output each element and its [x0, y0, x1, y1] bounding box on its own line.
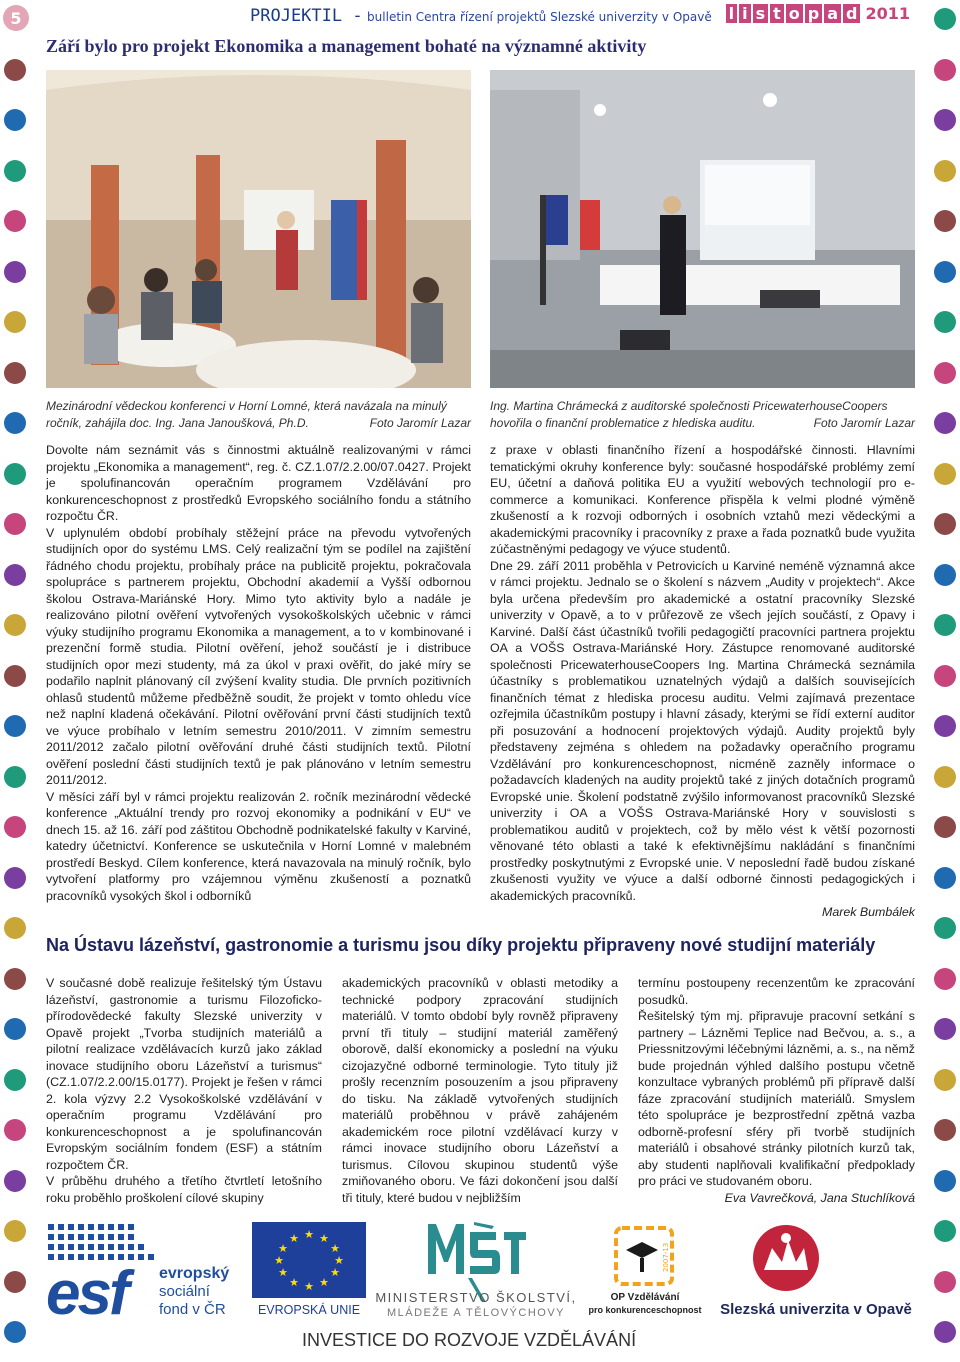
decorative-dot	[4, 917, 26, 939]
svg-text:★: ★	[304, 1280, 314, 1293]
photo2-caption	[490, 398, 915, 432]
month-letter: t	[770, 4, 784, 23]
svg-text:★: ★	[319, 1276, 329, 1289]
svg-text:★: ★	[274, 1254, 284, 1267]
decorative-dot	[4, 362, 26, 384]
decorative-dot	[934, 362, 956, 384]
svg-text:★: ★	[334, 1254, 344, 1267]
msmt-line1: MINISTERSTVO ŠKOLSTVÍ,	[376, 1290, 576, 1305]
decorative-dot	[934, 463, 956, 485]
svg-text:★: ★	[330, 1242, 340, 1255]
decorative-dot	[934, 311, 956, 333]
photo2-caption-text: Ing. Martina Chrámecká z auditorské společnosti PricewaterhouseCoopers hovořila o finanční problematice z hlediska auditu.	[490, 399, 888, 430]
article1-author: Marek Bumbálek	[822, 905, 915, 919]
photo-conference	[46, 70, 471, 388]
paragraph: V uplynulém období probíhaly stěžejní práce na převodu vytvořených studijních opor do systému LMS. Celý realizační tým se podílel na zajištění řádného chodu projektu, probíhaly práce na publicitě projektu, pokračovala spolupráce s partnerem projektu, Obchodní akademií a Vyšší odbornou školou Ostrava-Mariánské Hory. Mimo tyto aktivity bylo a nadále je realizováno pilotní ověření vytvořených vysokoškolských učebnic v rámci výuky studijního programu Ekonomika a management, a to v kombinované i prezenční formě studia. Pilotní ověření, jehož součástí je i distribuce studijních opor mezi studenty, má za úkol v praxi ověřit, do jaké míry se podařilo naplnit plánovaný cíl zvýšení kvality studia. Dle prvních pozitivních ohlasů studentů můžeme předběžně soudit, že projekt v tomto ohledu více než naplní kladená očekávání. Pilotní ověřování první části studijních textů ve výuce probíhalo v letním semestru 2010/2011. V zimním semestru 2011/2012 začalo pilotní ověřování druhé části studijních textů. Pilotní ověření poslední části studijních textů je pak plánováno v letním semestru 2011/2012.	[46, 525, 471, 787]
paragraph: V měsíci září byl v rámci projektu realizován 2. ročník mezinárodní vědecké konference „Aktuální trendy pro rozvoj ekonomiky a podnikání v EU“ ve dnech 15. až 16. září pod záštitou Obchodně podnikatelské fakulty v Karviné, katedry účetnictví. Konference se uskutečnila v Horní Lomné v malebném prostředí Beskyd. Cílem konference, která navazovala na minulý ročník, bylo vytvoření platformy pro vzájemnou výměnu zkušeností a poznatků pracovníků vysokých škol i odborníků	[46, 789, 471, 903]
op-vk-logo	[580, 1222, 710, 1318]
decorative-dot	[4, 867, 26, 889]
brand-name: PROJEKTIL -	[250, 6, 363, 26]
decorative-dot	[4, 109, 26, 131]
op-line1: OP Vzdělávání	[610, 1292, 680, 1303]
month-letter: l	[726, 4, 737, 23]
decorative-dot	[4, 59, 26, 81]
paragraph: V průběhu druhého a třetího čtvrtletí letošního roku proběhlo proškolení cílové skupiny	[46, 1174, 322, 1205]
left-dot-column	[0, 0, 30, 1362]
silesian-university-logo	[716, 1218, 916, 1318]
esf-text-2: sociální	[159, 1283, 210, 1300]
bulletin-name: bulletin Centra řízení projektů Slezské univerzity v Opavě	[367, 10, 712, 24]
decorative-dot	[934, 412, 956, 434]
op-line2: pro konkurenceschopnost	[588, 1305, 702, 1315]
decorative-dot	[934, 59, 956, 81]
decorative-dot	[934, 564, 956, 586]
decorative-dot	[4, 665, 26, 687]
decorative-dot	[934, 261, 956, 283]
decorative-dot	[4, 1069, 26, 1091]
decorative-dot	[934, 614, 956, 636]
article1-column1	[46, 442, 471, 904]
month-letter: o	[786, 4, 803, 23]
decorative-dot	[4, 463, 26, 485]
msmt-logo	[376, 1222, 576, 1318]
svg-text:★: ★	[304, 1228, 314, 1241]
svg-text:★: ★	[330, 1266, 340, 1279]
article2-authors: Eva Vavrečková, Jana Stuchlíková	[724, 1190, 915, 1205]
svg-text:★: ★	[289, 1276, 299, 1289]
month-letter: p	[805, 4, 822, 23]
eu-label: EVROPSKÁ UNIE	[257, 1303, 361, 1317]
decorative-dot	[934, 968, 956, 990]
decorative-dot	[934, 665, 956, 687]
decorative-dot	[4, 1220, 26, 1242]
esf-text-3: fond v ČR	[159, 1301, 226, 1318]
decorative-dot	[4, 261, 26, 283]
decorative-dot	[4, 210, 26, 232]
article1-column2	[490, 442, 915, 921]
decorative-dot	[4, 564, 26, 586]
month-letter: a	[824, 4, 841, 23]
decorative-dot	[4, 1271, 26, 1293]
esf-text-1: evropský	[159, 1265, 230, 1282]
decorative-dot	[934, 1271, 956, 1293]
article2-title: Na Ústavu lázeňství, gastronomie a turismu jsou díky projektu připraveny nové studijní materiály	[46, 935, 876, 955]
article1-title: Září bylo pro projekt Ekonomika a management bohaté na významné aktivity	[46, 36, 647, 56]
decorative-dot	[934, 917, 956, 939]
decorative-dot	[4, 412, 26, 434]
op-years: 2007-13	[662, 1242, 670, 1272]
svg-text:★: ★	[289, 1232, 299, 1245]
decorative-dot	[934, 210, 956, 232]
decorative-dot	[4, 1170, 26, 1192]
article2-column3	[638, 975, 915, 1206]
decorative-dot	[934, 867, 956, 889]
month-letter: i	[739, 4, 750, 23]
article2-column2	[342, 975, 618, 1206]
month-label	[725, 4, 862, 23]
decorative-dot	[4, 816, 26, 838]
decorative-dot	[934, 513, 956, 535]
month-letter: s	[753, 4, 769, 23]
svg-text:★: ★	[278, 1242, 288, 1255]
decorative-dot	[4, 1321, 26, 1343]
paragraph: Řešitelský tým mj. připravuje pracovní setkání s partnery – Lázněmi Teplice nad Bečvou, a. s., a Priessnitzovými léčebnými lázněmi, a. s., na němž bude projednán výhled dalšího postupu včetně konzultace vybraných problémů při přípravě další fáze zpracování studijních materiálů. Smyslem této spolupráce je bezprostřední zpětná vazba odborně-profesní sféry při tvorbě studijních materiálů i obsahové stránky pilotních kurzů tak, aby studenti naplňovali kvalifikační předpoklady pro práci ve studovaném oboru.	[638, 1009, 915, 1188]
paragraph: Dovolte nám seznámit vás s činnostmi aktuálně realizovanými v rámci projektu „Ekonomika a management“, reg. č. CZ.1.07/2.2.00/07.0427. Projekt je spolufinancován operačním programem Vzdělávání pro konkurenceschopnost z prostředků Evropského sociálního fondu a státního rozpočtu ČR.	[46, 443, 471, 523]
decorative-dot	[934, 1119, 956, 1141]
svg-text:★: ★	[278, 1266, 288, 1279]
decorative-dot	[934, 160, 956, 182]
decorative-dot	[4, 311, 26, 333]
photo2-credit: Foto Jaromír Lazar	[813, 416, 915, 430]
decorative-dot	[4, 1119, 26, 1141]
decorative-dot	[934, 8, 956, 30]
decorative-dot	[934, 1069, 956, 1091]
decorative-dot	[934, 816, 956, 838]
eu-logo	[250, 1222, 368, 1318]
month-letter: d	[843, 4, 860, 23]
paragraph: Dne 29. září 2011 proběhla v Petrovicích u Karviné neméně významná akce v rámci projektu. Jednalo se o školení s názvem „Audity v projektech“. Akce byla určena především pro akademické a ostatní pracovníky Slezské univerzity v Opavě, a to v průřezově ze všech jejích součástí, z Opavy i Karviné. Další část účastníků tvořili pedagogičtí pracovníci partnera projektu OA a VOŠS Ostrava-Mariánské Hory. Zástupce renomované auditorské společnosti PricewaterhouseCoopers Ing. Martina Chrámecká seznámila účastníky s problematikou uznatelných výdajů a dalších souvisejících finančních témat z hlediska procesu auditu. Velmi zajímavá prezentace ozřejmila účastníkům postupy i hlavní zásady, kterými se řídí externí auditor při posuzování a hodnocení projektových výdajů. Audity projektů byly představeny zejména s ohledem na požadavky operačního programu Vzdělávání pro konkurenceschopnost, nicméně zazněly informace o požadavcích kladených na audity projektů také z jiných dotačních programů Evropské unie. Školení podstatně zvýšilo informovanost pracovníků Slezské univerzity i OA a VOŠS Ostrava-Mariánské Hory v souvislosti s problematikou auditů v projektech, což by mělo vést k větší pozornosti věnované této oblasti a také k efektivnějšímu nakládání s finančními prostředky poskytnutými z Evropské unie. V neposlední řadě budou získané zkušenosti využity ve výuce a další odborné činnosti pedagogických i akademických pracovníků.	[490, 558, 915, 903]
right-dot-column	[930, 0, 960, 1362]
decorative-dot	[4, 513, 26, 535]
photo1-credit: Foto Jaromír Lazar	[369, 416, 471, 430]
page-header	[250, 6, 712, 26]
paragraph: akademických pracovníků v oblasti metodiky a technické podpory zpracování studijních materiálů. V tomto období byly rovněž připraveny první tři tituly – studijní materiál zaměřený oborově, další ekonomicky a poslední na výuku cizojazyčné odborné terminologie. Tyto tituly již prošly recenzním posouzením a jsou připraveny do tisku. Na základě vytvořených studijních materiálů proběhnou v právě zahájeném akademickém roce pilotní vzdělávací kurzy v rámci inovace studijního oboru Lázeňství a turismus. Cílovou skupinou studentů výše zmiňovaného oboru. Ve fázi dokončení jsou další tři tituly, které budou v nejbližším	[342, 976, 618, 1205]
decorative-dot	[4, 715, 26, 737]
photo1-caption	[46, 398, 471, 432]
su-name: Slezská univerzita v Opavě	[720, 1301, 912, 1318]
svg-text:★: ★	[319, 1232, 329, 1245]
decorative-dot	[934, 1321, 956, 1343]
msmt-line2: MLÁDEŽE A TĚLOVÝCHOVY	[386, 1307, 566, 1318]
decorative-dot	[934, 715, 956, 737]
esf-logo	[44, 1222, 244, 1318]
paragraph: termínu postoupeny recenzentům ke zpracování posudků.	[638, 976, 915, 1007]
paragraph: z praxe v oblasti finančního řízení a hospodářské činnosti. Hlavními tematickými okruhy konference byly: současné hospodářské problémy zemí EU, účetní a daňová politika EU a využití webových technologií pro e-commerce a komunikaci. Konference přispěla k velmi plodné výměně zkušeností a k rozvoji odborných i osobních vztahů mezi vědeckými a akademickými pracovníky i pracovníky z praxe a řada poznatků bude využita zúčastněnými pedagogy ve výuce studentů.	[490, 443, 915, 556]
decorative-dot	[934, 1220, 956, 1242]
decorative-dot	[934, 109, 956, 131]
decorative-dot	[4, 1018, 26, 1040]
issue-date	[725, 4, 910, 23]
decorative-dot	[934, 1170, 956, 1192]
photo1-caption-text: Mezinárodní vědeckou konferenci v Horní Lomné, která navázala na minulý ročník, zahájila doc. Ing. Jana Janoušková, Ph.D.	[46, 399, 447, 430]
decorative-dot	[934, 1018, 956, 1040]
decorative-dot	[4, 766, 26, 788]
paragraph: V současné době realizuje řešitelský tým Ústavu lázeňství, gastronomie a turismu Filozoficko-přírodovědecké fakulty Slezské univerzity v Opavě projekt „Tvorba studijních materiálů a pilotní realizace vzdělávacích kurzů jako základ inovace studijního oboru Lázeňství a turismus“ (CZ.1.07/2.2.00/15.0177). Projekt je řešen v rámci 2. kola výzvy 2.2 Vysokoškolské vzdělávání v operačním programu Vzdělávání pro konkurenceschopnost a je spolufinancován Evropským sociálním fondem (ESF) a státním rozpočtem ČR.	[46, 976, 322, 1172]
photo-training	[490, 70, 915, 388]
page-number: 5	[3, 5, 29, 31]
decorative-dot	[4, 968, 26, 990]
article2-column1	[46, 975, 322, 1206]
svg-text:esf: esf	[46, 1259, 127, 1318]
decorative-dot	[934, 766, 956, 788]
year-label: 2011	[865, 4, 910, 23]
decorative-dot	[4, 160, 26, 182]
investice-slogan: INVESTICE DO ROZVOJE VZDĚLÁVÁNÍ	[302, 1330, 637, 1350]
decorative-dot	[4, 614, 26, 636]
